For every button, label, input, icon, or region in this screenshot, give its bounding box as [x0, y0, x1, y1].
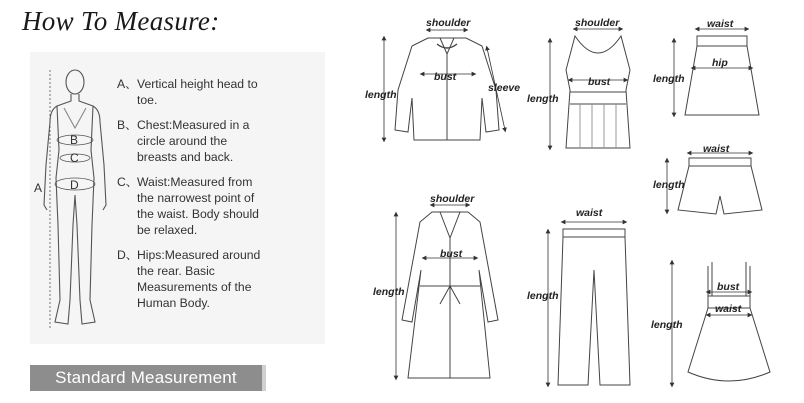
pants-waist-label: waist — [576, 207, 603, 219]
legend-key: C、 — [117, 175, 138, 189]
coat-bust-label: bust — [440, 248, 463, 260]
coat-diagram — [373, 193, 498, 378]
body-figure — [44, 70, 106, 324]
dress-waist-label: waist — [715, 303, 742, 315]
shorts-waist-label: waist — [703, 143, 730, 155]
pants-diagram — [527, 207, 630, 385]
shorts-length-label: length — [653, 179, 685, 191]
legend-text: Hips:Measured around the rear. Basic Measurements of the Human Body. — [137, 248, 261, 310]
legend-text: Waist:Measured from the narrowest point of the waist. Body should be relaxed. — [137, 175, 259, 237]
legend-text: Chest:Measured in a circle around the breasts and back. — [137, 118, 250, 164]
marker-a: A — [34, 181, 43, 195]
shirt-diagram — [365, 17, 520, 140]
skirt-length-label: length — [653, 73, 685, 85]
legend-key: A、 — [117, 77, 138, 91]
shirt-length-label: length — [365, 89, 397, 101]
legend-key: B、 — [117, 118, 138, 132]
top-shoulder-label: shoulder — [575, 17, 620, 29]
coat-shoulder-label: shoulder — [430, 193, 475, 205]
shirt-bust-label: bust — [434, 71, 457, 83]
top-diagram — [527, 17, 630, 148]
legend-text: Vertical height head to toe. — [137, 77, 258, 107]
dress-diagram — [651, 262, 770, 385]
skirt-hip-label: hip — [712, 57, 728, 69]
dress-length-label: length — [651, 319, 683, 331]
skirt-diagram — [653, 18, 759, 115]
marker-c: C — [70, 151, 79, 165]
top-length-label: length — [527, 93, 559, 105]
skirt-waist-label: waist — [707, 18, 734, 30]
dress-bust-label: bust — [717, 281, 740, 293]
standard-measurement-label: Standard Measurement — [30, 365, 262, 391]
top-bust-label: bust — [588, 76, 611, 88]
coat-length-label: length — [373, 286, 405, 298]
shirt-shoulder-label: shoulder — [426, 17, 471, 29]
legend-key: D、 — [117, 248, 138, 262]
shorts-diagram — [653, 143, 762, 214]
marker-b: B — [70, 133, 79, 147]
marker-d: D — [70, 178, 79, 192]
shirt-sleeve-label: sleeve — [488, 82, 521, 94]
page-title: How To Measure: — [22, 6, 220, 36]
pants-length-label: length — [527, 290, 559, 302]
